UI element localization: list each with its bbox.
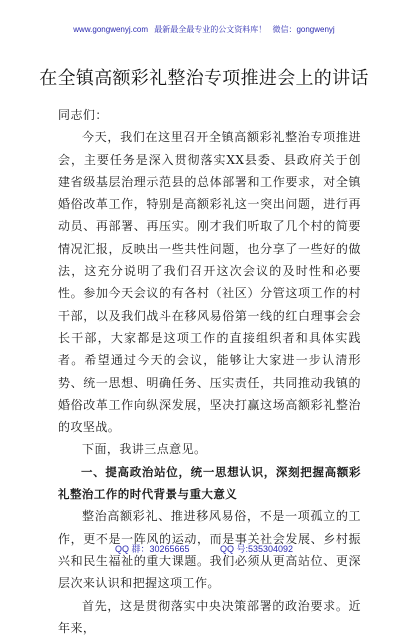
page-footer: [0, 543, 408, 555]
header-slogan: 最新最全最专业的公文资料库！: [154, 25, 267, 34]
header-wechat: 微信：gongwenyj: [272, 25, 335, 34]
paragraph-1: 今天，我们在这里召开全镇高额彩礼整治专项推进会，主要任务是深入贯彻落实XX县委、县政府关于创建省级基层治理示范县的总体部署和工作要求，对全镇婚俗改革工作，特别是高额彩礼这一突出问题，进行再动员、再部署、再压实。刚才我们听取了几个村的简要情况汇报，反映出一些共性问题，也分享了一些好的做法，这充分说明了我们召开这次会议的及时性和必要性。参加今天会议的有各村（社区）分管这项工作的村干部，以及我们战斗在移风易俗第一线的红白理事会会长干部，大家都是这项工作的直接组织者和具体实践者。希望通过今天的会议，能够让大家进一步认清形势、统一思想、明确任务、压实责任，共同推动我镇的婚俗改革工作向纵深发展，坚决打赢这场高额彩礼整治的攻坚战。: [58, 130, 361, 435]
footer-qq-number: QQ 号:535304092: [220, 544, 294, 554]
footer-qq-group: QQ 群：30265665: [114, 544, 190, 554]
paragraph-2: 下面，我讲三点意见。: [82, 442, 207, 457]
page-header: [0, 24, 408, 36]
document-body: [58, 104, 361, 639]
header-site-link[interactable]: www.gongwenyj.com: [73, 25, 148, 34]
document-title: 在全镇高额彩礼整治专项推进会上的讲话: [39, 68, 369, 89]
paragraph-3: 整治高额彩礼、推进移风易俗，不是一项孤立的工作，更不是一阵风的运动，而是事关社会发展、乡村振兴和民生福祉的重大课题。我们必须从更高站位、更深层次来认识和把握这项工作。: [58, 509, 361, 591]
section-heading-1: 一、提高政治站位，统一思想认识，深刻把握高额彩礼整治工作的时代背景与重大意义: [58, 464, 361, 502]
salutation: 同志们：: [58, 108, 108, 122]
paragraph-4: 首先，这是贯彻落实中央决策部署的政治要求。近年来，: [58, 598, 361, 635]
